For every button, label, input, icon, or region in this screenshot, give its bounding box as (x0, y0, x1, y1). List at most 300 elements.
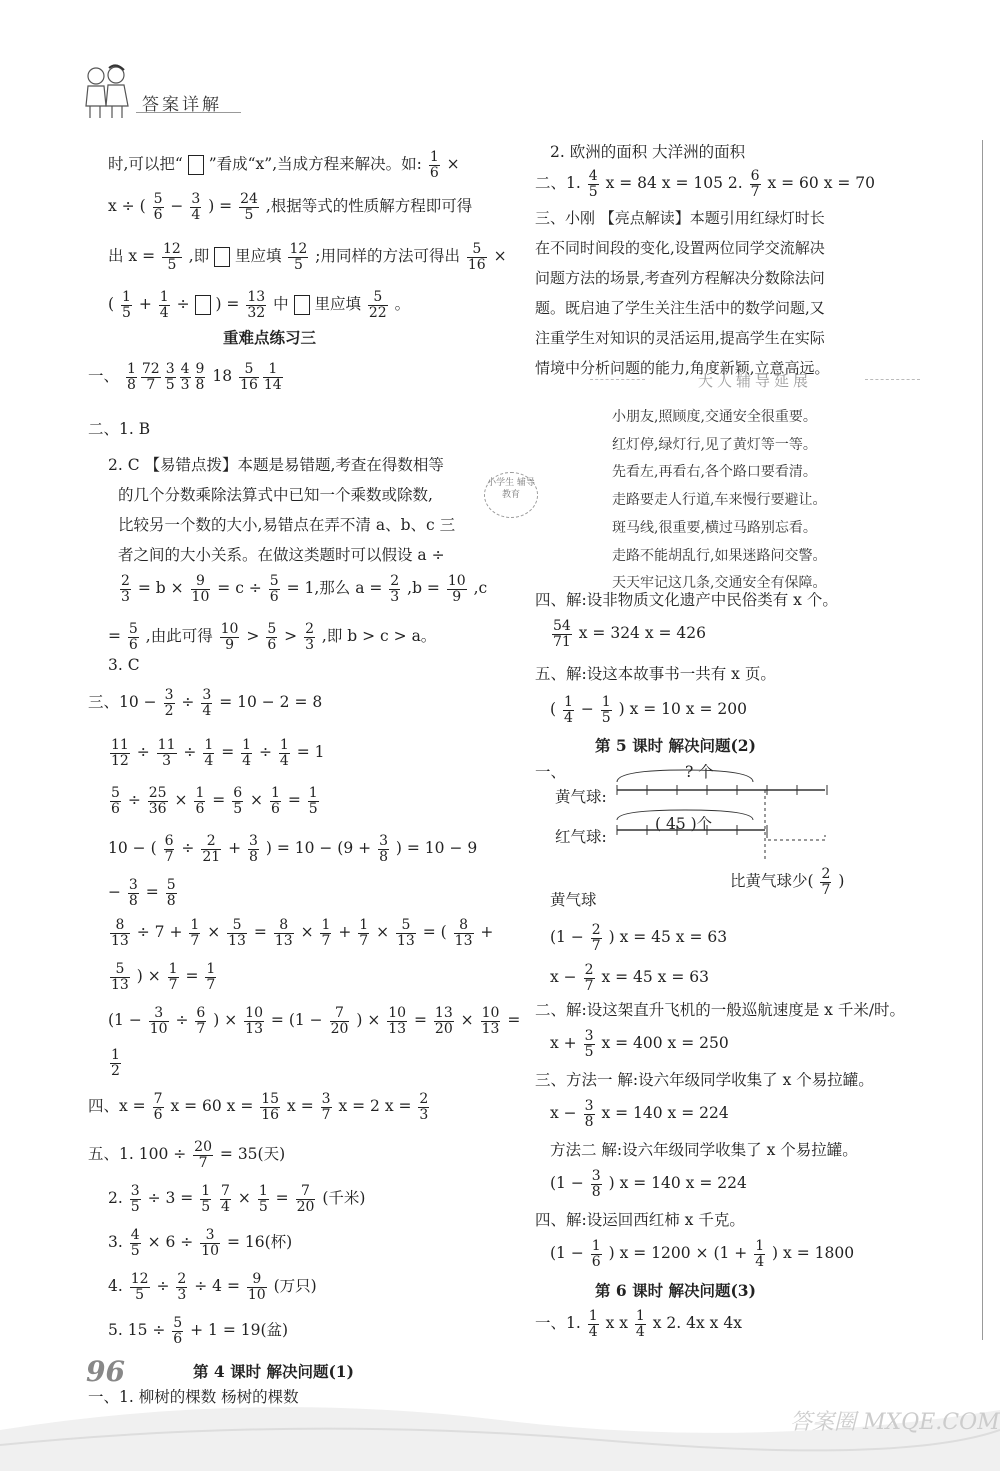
fraction: $\frac{2}{7}$ (821, 866, 831, 898)
q4-answers (88, 1092, 431, 1122)
fraction: $\frac{4}{5}$ (130, 1227, 140, 1259)
math-text: 者之间的大小关系。在做这类题时可以假设 a ÷ (118, 546, 445, 564)
q5-4 (108, 1272, 317, 1302)
math-text: = (1 − (266, 1011, 328, 1030)
math-text: = (180, 967, 204, 986)
math-text: 2. 欧洲的面积 大洋洲的面积 (550, 143, 746, 161)
fraction: $\frac{5}{6}$ (267, 621, 277, 653)
math-text: ,由此可得 (140, 627, 218, 646)
math-text: × (455, 1011, 479, 1030)
math-text: 中 (268, 295, 294, 314)
math-text: 一、1. (535, 1314, 586, 1333)
q3-7 (108, 962, 218, 992)
q1-answers (88, 362, 285, 392)
fraction: $\frac{1}{4}$ (279, 737, 289, 769)
math-text: = 35(天) (214, 1145, 286, 1164)
fraction: $\frac{5}{13}$ (397, 917, 415, 949)
watermark: 答案圈 MXQE.COM (790, 1410, 1000, 1435)
fraction: $\frac{1}{5}$ (201, 1183, 211, 1215)
math-text: ,b = (402, 579, 445, 598)
fraction: $\frac{3}{5}$ (165, 361, 175, 393)
blank-box (188, 155, 204, 175)
fraction: $\frac{5}{6}$ (269, 573, 279, 605)
fraction: $\frac{2}{7}$ (584, 962, 594, 994)
r-q5 (535, 667, 776, 683)
fraction: $\frac{1}{6}$ (270, 785, 280, 817)
fraction: $\frac{1}{5}$ (308, 785, 318, 817)
math-text: 三、10 − (88, 693, 162, 712)
math-text: x = 45 x = 63 (596, 968, 709, 987)
fraction: $\frac{5}{13}$ (111, 961, 129, 993)
r-yellow (550, 893, 597, 909)
math-text: (1 − (550, 928, 589, 947)
poem-line: 天天牢记这几条,交通安全有保障。 (612, 575, 827, 592)
math-text: 五、1. 100 ÷ (88, 1145, 192, 1164)
math-text: 二、解:设这架直升飞机的一般巡航速度是 x 千米/时。 (535, 1001, 906, 1019)
math-text: x 2. 4x x 4x (647, 1314, 742, 1333)
fraction: $\frac{1}{4}$ (588, 1308, 598, 1340)
fraction: $\frac{5}{6}$ (153, 191, 163, 223)
math-text: × (232, 1189, 256, 1208)
math-text: x x (600, 1314, 633, 1333)
r-q2-heli (535, 1003, 905, 1019)
math-text: 四、解:设非物质文化遗产中民俗类有 x 个。 (535, 591, 838, 609)
fraction: $\frac{25}{36}$ (148, 785, 167, 817)
r-q4-eq (550, 1239, 854, 1269)
fraction: $\frac{8}{13}$ (111, 917, 129, 949)
r-q4-tomato (535, 1213, 745, 1229)
math-text: x = (282, 1097, 319, 1116)
poem-line: 走路不能胡乱行,如果迷路问交警。 (612, 547, 827, 564)
fraction: $\frac{1}{2}$ (111, 1047, 120, 1079)
r-lesson6-q1 (535, 1309, 742, 1339)
intro-line-2 (108, 192, 472, 222)
math-text (213, 1189, 218, 1207)
fraction: $\frac{3}{8}$ (584, 1098, 594, 1130)
math-text: x ÷ (108, 197, 140, 216)
math-text: ,即 b > c > a。 (317, 627, 437, 646)
math-text: = (207, 791, 231, 810)
r-q2-eq (550, 1029, 729, 1059)
page-number: 96 (86, 1355, 125, 1388)
fraction: $\frac{12}{5}$ (163, 241, 181, 273)
math-text: × (169, 791, 193, 810)
poem-line: 小朋友,照顾度,交通安全很重要。 (612, 409, 817, 425)
fraction: $\frac{1}{4}$ (159, 289, 169, 321)
math-text: 一、 (535, 763, 567, 781)
fraction: $\frac{1}{4}$ (755, 1238, 765, 1270)
fraction: $\frac{5}{16}$ (240, 361, 258, 393)
fraction: $\frac{12}{5}$ (130, 1271, 149, 1303)
r-q2 (535, 169, 875, 199)
math-text: 出 x = (108, 247, 161, 266)
math-text: = (270, 1189, 294, 1208)
fraction: $\frac{6}{7}$ (164, 833, 174, 865)
poem-line: 走路要走人行道,车来慢行要避让。 (612, 492, 827, 509)
r-q3-m2 (550, 1143, 858, 1159)
math-text: = 10 − 2 = 8 (214, 693, 323, 712)
math-text: 里应填 (230, 247, 287, 266)
q2-3 (108, 658, 140, 674)
fraction: $\frac{5}{6}$ (128, 621, 138, 653)
math-text: ÷ (178, 743, 202, 762)
fraction: $\frac{10}{13}$ (481, 1005, 500, 1037)
math-text: = (409, 1011, 432, 1030)
math-text: 2. C 【易错点拨】本题是易错题,考查在得数相等 (108, 456, 444, 474)
fraction: $\frac{2}{3}$ (177, 1271, 187, 1303)
math-text: = c ÷ (212, 579, 267, 598)
math-text: × (488, 247, 507, 266)
fraction: $\frac{6}{5}$ (233, 785, 243, 817)
math-text: × (202, 923, 226, 942)
fraction: $\frac{9}{10}$ (247, 1271, 266, 1303)
fraction: $\frac{1}{7}$ (206, 961, 216, 993)
math-text: x + (550, 1034, 582, 1053)
fraction: $\frac{1}{4}$ (635, 1308, 645, 1340)
math-text: ÷ (122, 791, 146, 810)
q2-2d (118, 548, 445, 564)
fraction: $\frac{10}{9}$ (447, 573, 466, 605)
math-text: ) (260, 839, 277, 858)
fraction: $\frac{13}{20}$ (434, 1005, 453, 1037)
fraction: $\frac{7}{20}$ (296, 1183, 315, 1215)
fraction: $\frac{5}{13}$ (228, 917, 246, 949)
q5-2 (108, 1184, 365, 1214)
math-text: 重难点练习三 (223, 328, 317, 347)
fraction: $\frac{1}{7}$ (321, 917, 331, 949)
top-brace (617, 770, 753, 782)
math-text: 四、x = (88, 1097, 151, 1116)
fraction: $\frac{3}{7}$ (321, 1091, 331, 1123)
math-text: 4. (108, 1277, 128, 1296)
math-text: = 1,那么 a = (281, 579, 388, 598)
fraction: $\frac{1}{8}$ (126, 361, 136, 393)
q2-2 (108, 458, 444, 474)
fraction: $\frac{5}{8}$ (166, 877, 176, 909)
fraction: $\frac{9}{8}$ (195, 361, 205, 393)
math-text: ) x = 1800 (767, 1244, 855, 1263)
math-text: > (241, 627, 265, 646)
fraction: $\frac{15}{16}$ (261, 1091, 280, 1123)
fraction: $\frac{1}{4}$ (563, 694, 573, 726)
fraction: $\frac{1}{14}$ (263, 361, 282, 393)
math-text: ÷ 3 = (142, 1189, 199, 1208)
math-text: x − (550, 968, 582, 987)
fraction: $\frac{9}{10}$ (191, 573, 210, 605)
header-title: 答案详解 (142, 95, 222, 115)
math-text: 。 (389, 295, 411, 314)
math-text: ) (833, 872, 845, 891)
math-text: ,即 (183, 247, 215, 266)
q3-1 (88, 688, 322, 718)
fraction: $\frac{7}{6}$ (153, 1091, 163, 1123)
math-text: 2. (108, 1189, 128, 1208)
math-text: = (219, 197, 238, 216)
r-q3-m1 (535, 1073, 874, 1089)
r-yellow-eq2 (550, 963, 709, 993)
math-text: ÷ (131, 743, 155, 762)
math-text: ÷ (176, 839, 200, 858)
blank-box (195, 295, 211, 315)
math-text: × 6 ÷ (142, 1233, 199, 1252)
fraction: $\frac{3}{8}$ (379, 833, 388, 865)
math-text: 第 6 课时 解决问题(3) (595, 1281, 756, 1300)
fraction: $\frac{5}{6}$ (173, 1315, 183, 1347)
fraction: $\frac{24}{5}$ (240, 191, 258, 223)
math-text: 5. 15 ÷ (108, 1321, 171, 1340)
fraction: $\frac{1}{6}$ (195, 785, 205, 817)
fraction: $\frac{1}{6}$ (429, 149, 439, 181)
math-text: ÷ (151, 1277, 175, 1296)
intro-line-4 (108, 290, 410, 320)
math-text: x = 2 x = (333, 1097, 417, 1116)
fraction: $\frac{1}{5}$ (258, 1183, 268, 1215)
math-text: ( (139, 197, 151, 216)
poem-line: 先看左,再看右,各个路口要看清。 (612, 464, 817, 481)
fraction: $\frac{1}{7}$ (359, 917, 369, 949)
q3-2 (108, 738, 325, 768)
math-text: x = 324 x = 426 (573, 624, 707, 643)
section-title-practice-3 (223, 330, 316, 346)
fraction: $\frac{7}{4}$ (221, 1183, 230, 1215)
math-text: = 16(杯) (222, 1233, 293, 1252)
q5-5 (108, 1316, 288, 1346)
math-text: (1 − (550, 1174, 589, 1193)
math-text: ”看成“x”,当成方程来解决。如: (203, 155, 427, 174)
math-text: − (165, 197, 189, 216)
q2-1 (88, 422, 150, 438)
math-text: x = 84 x = 105 2. (600, 174, 748, 193)
fraction: $\frac{72}{7}$ (141, 361, 160, 393)
r-yellow-eq1 (550, 923, 727, 953)
math-text: (万只) (268, 1277, 317, 1296)
section-title-lesson-5 (595, 738, 756, 754)
fraction: $\frac{54}{71}$ (553, 618, 571, 650)
math-text: ? 个 (685, 763, 714, 781)
q3-9 (108, 1048, 123, 1078)
math-text: = (216, 743, 240, 762)
math-text: = (282, 791, 306, 810)
header-rule (136, 112, 241, 113)
math-text: + 1 = 19(盆) (185, 1321, 289, 1340)
math-text: 黄气球 (550, 891, 597, 909)
math-text: × (245, 791, 268, 810)
math-text: ) x = 1200 × (1 + (603, 1244, 753, 1263)
math-text: 三、方法一 解:设六年级同学收集了 x 个易拉罐。 (535, 1071, 874, 1089)
fraction: $\frac{2}{3}$ (305, 621, 314, 653)
math-text: ) = 10 − 9 (390, 839, 478, 858)
fraction: $\frac{3}{4}$ (202, 687, 212, 719)
math-text: 3. C (108, 656, 140, 674)
fraction: $\frac{3}{10}$ (201, 1227, 220, 1259)
fraction: $\frac{3}{8}$ (128, 877, 138, 909)
fraction: $\frac{4}{3}$ (180, 361, 190, 393)
fraction: $\frac{3}{5}$ (130, 1183, 140, 1215)
fraction: $\frac{13}{32}$ (247, 289, 266, 321)
fraction: $\frac{3}{5}$ (584, 1028, 594, 1060)
q2-2b (118, 488, 433, 504)
math-text: ( (550, 700, 561, 719)
r-q3-m1-eq (550, 1099, 729, 1129)
math-text: × (295, 923, 319, 942)
math-text: ÷ (176, 693, 200, 712)
math-text: 一、1. 柳树的棵数 杨树的棵数 (88, 1388, 299, 1406)
fraction: $\frac{12}{5}$ (289, 241, 308, 273)
math-text: 第 4 课时 解决问题(1) (193, 1362, 354, 1381)
fraction: $\frac{6}{7}$ (750, 168, 760, 200)
math-text: ) × (131, 967, 166, 986)
fraction: $\frac{5}{6}$ (111, 785, 120, 817)
fraction: $\frac{3}{2}$ (164, 687, 174, 719)
fraction: $\frac{11}{3}$ (157, 737, 176, 769)
r-q4-eq (550, 619, 706, 649)
math-text: ;用同样的方法可得出 (310, 247, 465, 266)
fraction: $\frac{10}{9}$ (220, 621, 239, 653)
fraction: $\frac{5}{16}$ (467, 241, 486, 273)
poem-section-title: 大人辅导延展 (640, 370, 870, 391)
math-text: ,根据等式的性质解方程即可得 (260, 197, 473, 216)
math-text: ÷ (170, 1011, 194, 1030)
math-text: x − (550, 1104, 582, 1123)
fraction: $\frac{3}{8}$ (249, 833, 258, 865)
fraction: $\frac{1}{7}$ (168, 961, 178, 993)
fraction: $\frac{3}{8}$ (591, 1168, 601, 1200)
math-text: ) x = 10 x = 200 (613, 700, 747, 719)
page-header (80, 62, 240, 120)
math-text: x = 60 x = (165, 1097, 259, 1116)
fraction: $\frac{1}{4}$ (242, 737, 252, 769)
math-text: ) × (208, 1011, 243, 1030)
math-text: ( 45 )个 (655, 815, 713, 833)
fraction: $\frac{1}{6}$ (591, 1238, 601, 1270)
math-text: > (279, 627, 303, 646)
fraction: $\frac{8}{13}$ (454, 917, 473, 949)
math-text: x = 60 x = 70 (762, 174, 876, 193)
math-text: 比较另一个数的大小,易错点在弄不清 a、b、c 三 (118, 516, 456, 534)
math-text: x = 140 x = 224 (596, 1104, 729, 1123)
math-text: ( (108, 295, 119, 314)
math-text: = ( (417, 923, 452, 942)
fraction: $\frac{1}{5}$ (121, 289, 131, 321)
math-text: ) × (351, 1011, 386, 1030)
red-brace (617, 810, 753, 820)
q2-conclusion (108, 622, 436, 652)
r-q5-eq (550, 695, 747, 725)
math-text: + (133, 295, 157, 314)
section-title-lesson-6 (595, 1283, 756, 1299)
fraction: $\frac{10}{13}$ (245, 1005, 263, 1037)
children-illustration-icon (80, 62, 132, 120)
q2-2c (118, 518, 455, 534)
math-text: 二、1. B (88, 420, 151, 438)
math-text: = (248, 923, 272, 942)
balloon-diagram (535, 760, 865, 890)
fraction: $\frac{2}{21}$ (202, 833, 221, 865)
math-text: 黄气球: (555, 788, 607, 806)
math-text: (1 − (550, 1244, 589, 1263)
math-text: = (502, 1011, 521, 1030)
fraction: $\frac{3}{10}$ (149, 1005, 168, 1037)
math-text: ) (210, 295, 227, 314)
math-text: 一、 (88, 367, 124, 386)
fraction: $\frac{20}{7}$ (194, 1139, 212, 1171)
q3-8 (108, 1006, 520, 1036)
fraction: $\frac{1}{7}$ (190, 917, 200, 949)
fraction: $\frac{6}{7}$ (196, 1005, 206, 1037)
difference-brace (767, 835, 825, 840)
math-text: 里应填 (309, 295, 366, 314)
q3-3 (108, 786, 321, 816)
math-text: ÷ (254, 743, 277, 762)
math-text: 时,可以把“ (108, 155, 188, 174)
fraction: $\frac{4}{5}$ (588, 168, 598, 200)
q5-1 (88, 1140, 285, 1170)
q3-6 (108, 918, 493, 948)
math-text: + (333, 923, 357, 942)
intro-line-3 (108, 242, 507, 272)
math-text: 10 − (108, 839, 151, 858)
math-text: (千米) (317, 1189, 366, 1208)
math-text: = (108, 627, 126, 646)
math-text: = (226, 295, 245, 314)
math-text: (1 − (108, 1011, 147, 1030)
math-text: − (575, 700, 599, 719)
math-text: 红气球: (555, 828, 607, 846)
math-text: 二、1. (535, 174, 586, 193)
math-text: ) x = 45 x = 63 (603, 928, 728, 947)
math-text: 3. (108, 1233, 128, 1252)
fraction: $\frac{1}{4}$ (204, 737, 214, 769)
math-text: + (475, 923, 494, 942)
q3-4 (108, 834, 477, 864)
math-text: x = 400 x = 250 (596, 1034, 729, 1053)
fraction: $\frac{5}{22}$ (368, 289, 387, 321)
math-text: ÷ (171, 295, 195, 314)
math-text: ÷ 4 = (189, 1277, 245, 1296)
highlight-explanation: 三、小刚 【亮点解读】本题引用红绿灯时长在不同时间段的变化,设置两位同学交流解决问题方法的场景,考查列方程解决分数除法问题。既启迪了学生关注生活中的数学问题,又注重学生对知识的灵活运用,提高学生在实际情境中分析问题的能力,角度新颖,立意高远。 (535, 209, 830, 377)
fraction: $\frac{2}{3}$ (390, 573, 400, 605)
traffic-safety-poem (612, 404, 826, 598)
math-text: = 10 − (9 + (276, 839, 377, 858)
q5-3 (108, 1228, 292, 1258)
math-text: × (371, 923, 395, 942)
page-edge-line (982, 140, 983, 1340)
poem-line: 红灯停,绿灯行,见了黄灯等一等。 (612, 436, 817, 453)
fraction: $\frac{10}{13}$ (388, 1005, 407, 1037)
r-q3-m2-eq (550, 1169, 747, 1199)
math-text: 五、解:设这本故事书一共有 x 页。 (535, 665, 776, 683)
fraction: $\frac{3}{4}$ (191, 191, 201, 223)
fraction: $\frac{8}{13}$ (274, 917, 293, 949)
stamp: 小学生 辅导 教育 (484, 472, 538, 518)
q2-eq (118, 574, 487, 604)
math-text: 方法二 解:设六年级同学收集了 x 个易拉罐。 (550, 1141, 858, 1159)
math-text: ,c (468, 579, 488, 598)
math-text: ) (203, 197, 220, 216)
fraction: $\frac{2}{3}$ (419, 1091, 429, 1123)
q3-5 (108, 878, 179, 908)
math-text: = (140, 883, 164, 902)
math-text: 比黄气球少( (730, 872, 819, 891)
math-text: − (108, 883, 126, 902)
fraction: $\frac{2}{3}$ (121, 573, 130, 605)
math-text: × (441, 155, 460, 174)
math-text: 18 (207, 367, 238, 386)
blank-box (294, 295, 310, 315)
fraction: $\frac{2}{7}$ (591, 922, 601, 954)
math-text: 的几个分数乘除法算式中已知一个乘数或除数, (118, 486, 433, 504)
r-欧洲 (550, 145, 745, 161)
